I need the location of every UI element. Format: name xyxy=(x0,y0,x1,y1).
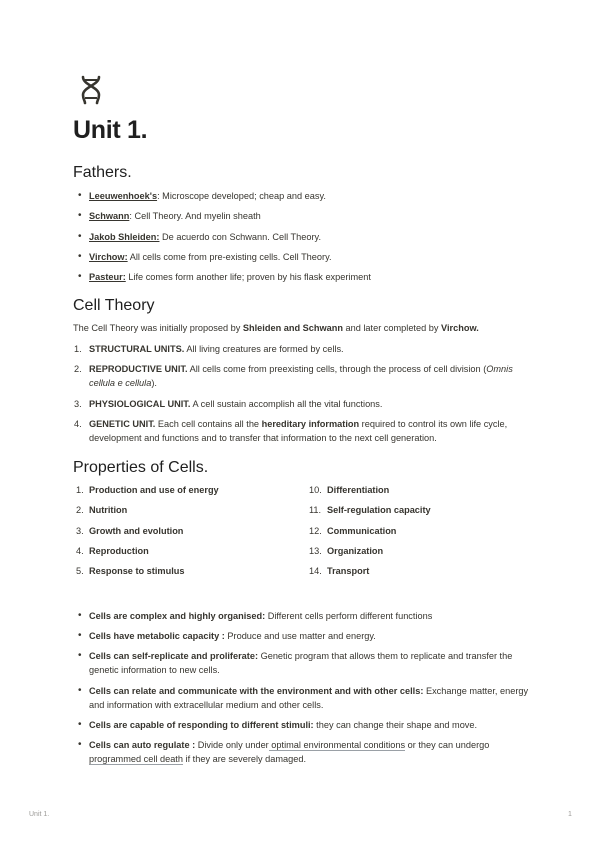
list-item: 10. Differentiation xyxy=(309,485,390,495)
list-item: • Cells can self-replicate and proliferate: Genetic program that allows them to replicate and transfer the genetic information to new cells. xyxy=(73,649,533,677)
list-item: • Leeuwenhoek's: Microscope developed; cheap and easy. xyxy=(73,189,533,203)
properties-column-left xyxy=(73,483,293,584)
cell-theory-intro: The Cell Theory was initially proposed by Shleiden and Schwann and later completed by Virchow. xyxy=(73,323,479,333)
list-item: 4. Reproduction xyxy=(76,545,149,556)
father-name: Pasteur: xyxy=(89,272,126,283)
list-item: • Virchow: All cells come from pre-existing cells. Cell Theory. xyxy=(73,250,533,264)
list-item: • Cells are capable of responding to different stimuli: they can change their shape and move. xyxy=(73,718,533,732)
cell-theory-list xyxy=(73,342,533,451)
properties-heading: Properties of Cells. xyxy=(73,459,209,476)
father-name: Leeuwenhoek's xyxy=(89,191,158,201)
properties-column-right xyxy=(306,483,526,584)
list-item: 3. Growth and evolution xyxy=(76,525,184,536)
list-item: • Schwann: Cell Theory. And myelin sheath xyxy=(73,209,533,223)
list-item: 3. PHYSIOLOGICAL UNIT. A cell sustain accomplish all the vital functions. xyxy=(74,398,383,409)
list-item: 4. GENETIC UNIT. Each cell contains all the hereditary information required to control its own life cycle, development and functions and to transfer that information to the next cell generation. xyxy=(74,418,508,443)
list-item: • Cells can relate and communicate with the environment and with other cells: Exchange matter, energy and information with extracellular medium and other cells. xyxy=(73,684,533,712)
fathers-heading: Fathers. xyxy=(73,164,132,181)
list-item: 11. Self-regulation capacity xyxy=(309,505,431,516)
footer-title: Unit 1. xyxy=(29,811,50,818)
list-item: • Cells can auto regulate : Divide only under optimal environmental conditions or they can undergo programmed cell death if they are severely damaged. xyxy=(73,738,533,766)
list-item: 14. Transport xyxy=(309,566,370,577)
cell-characteristics-list xyxy=(73,609,533,772)
father-name: Virchow: xyxy=(89,251,128,262)
list-item: • Cells have metabolic capacity : Produce and use matter and energy. xyxy=(73,629,533,643)
list-item: • Jakob Shleiden: De acuerdo con Schwann. Cell Theory. xyxy=(73,230,533,244)
list-item: 1. Production and use of energy xyxy=(76,485,219,495)
list-item: 1. STRUCTURAL UNITS. All living creatures are formed by cells. xyxy=(74,344,344,354)
list-item: 2. REPRODUCTIVE UNIT. All cells come from preexisting cells, through the process of cell division (Omnis cellula e cellula). xyxy=(74,364,513,389)
list-item: 12. Communication xyxy=(309,525,397,536)
list-item: 5. Response to stimulus xyxy=(76,566,185,577)
father-name: Schwann xyxy=(89,211,130,222)
page-number: 1 xyxy=(568,811,572,818)
highlight: optimal environmental conditions xyxy=(268,739,406,750)
list-item: • Pasteur: Life comes form another life; proven by his flask experiment xyxy=(73,270,533,284)
highlight: programmed cell death xyxy=(89,753,183,764)
cell-theory-heading: Cell Theory xyxy=(73,297,155,314)
fathers-list xyxy=(73,189,533,290)
father-name: Jakob Shleiden: xyxy=(89,231,160,242)
list-item: 2. Nutrition xyxy=(76,505,128,516)
page-title: Unit 1. xyxy=(73,116,148,144)
list-item: 13. Organization xyxy=(309,545,384,556)
dna-icon xyxy=(79,75,103,105)
list-item: • Cells are complex and highly organised: Different cells perform different functions xyxy=(73,609,533,623)
